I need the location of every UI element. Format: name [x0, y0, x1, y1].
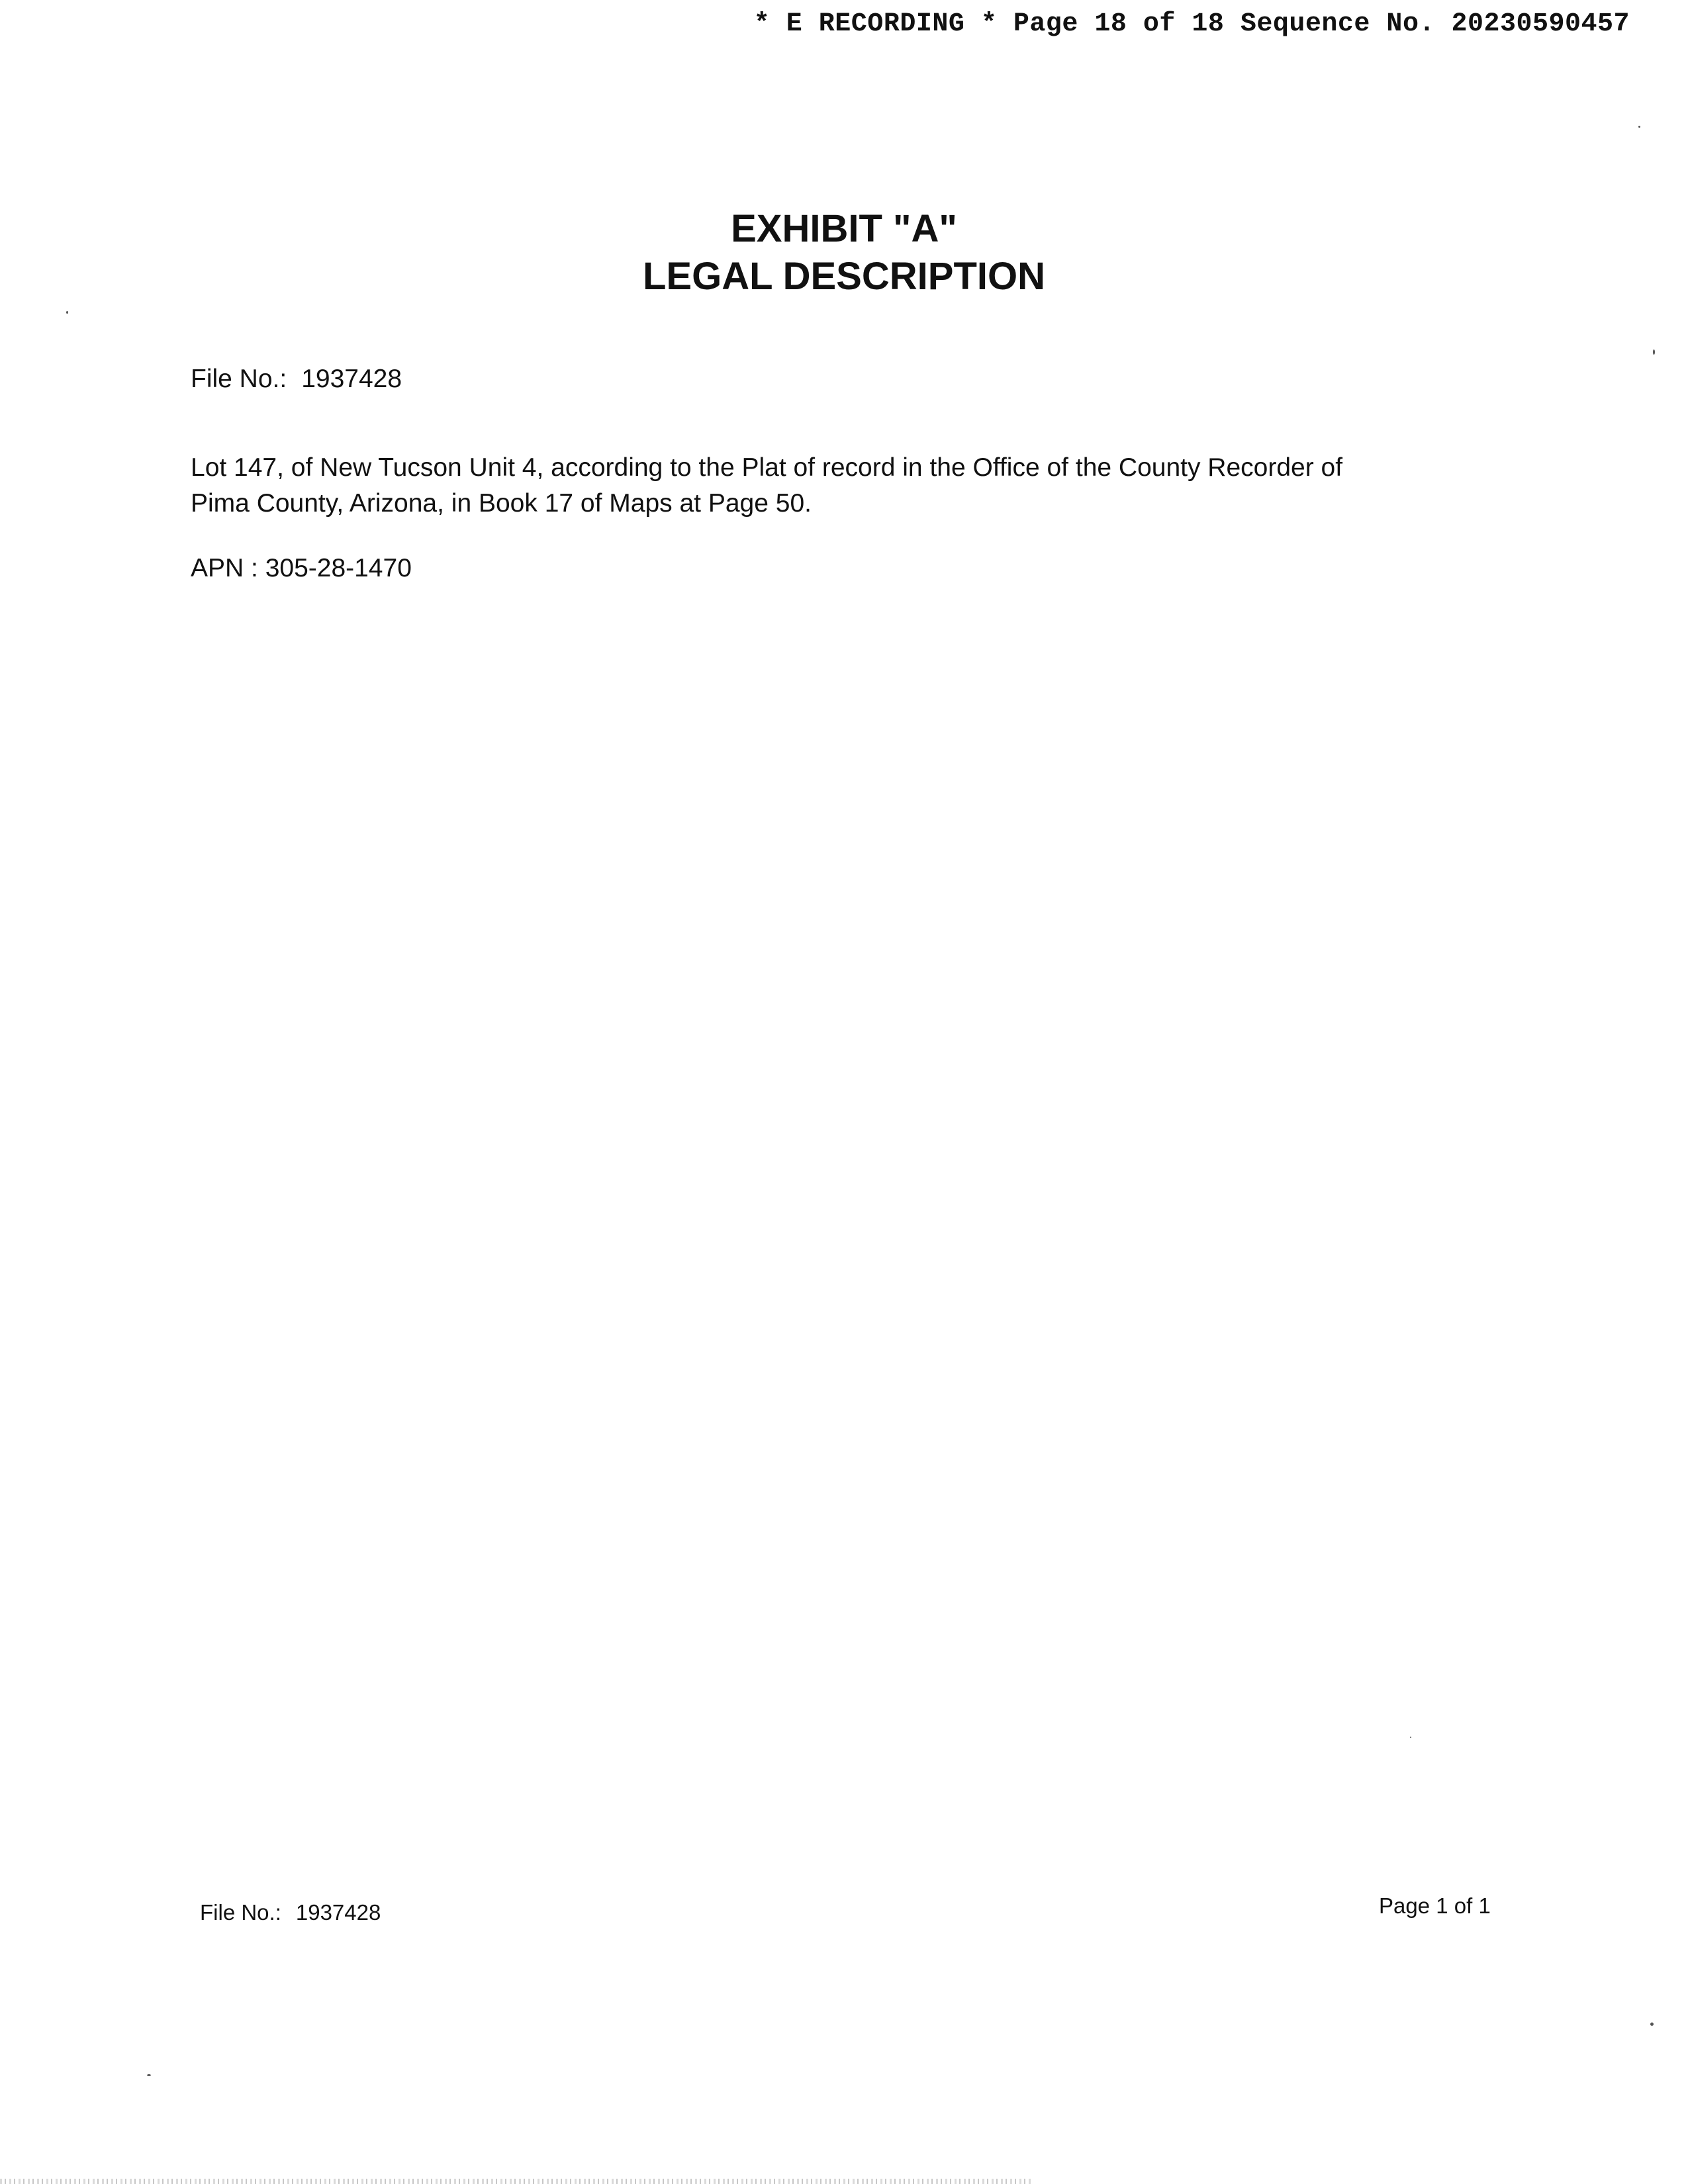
apn-number: APN : 305-28-1470	[191, 554, 412, 582]
footer-file-number	[200, 1898, 381, 1927]
scan-edge-artifact	[0, 2179, 1033, 2184]
scan-speck	[147, 2074, 151, 2076]
exhibit-title-line: EXHIBIT "A"	[731, 207, 957, 250]
exhibit-subtitle-line: LEGAL DESCRIPTION	[643, 255, 1045, 298]
scan-speck	[1653, 349, 1655, 355]
page-indicator: Page 1 of 1	[1379, 1893, 1491, 1918]
scan-speck	[1410, 1737, 1411, 1738]
footer-file-number-value: 1937428	[295, 1900, 381, 1925]
scan-speck	[1638, 126, 1640, 128]
file-number	[191, 361, 402, 397]
scan-speck	[1650, 2023, 1654, 2026]
legal-description-line: Lot 147, of New Tucson Unit 4, according to the Plat of record in the Office of the County Recorder of	[191, 453, 1343, 482]
exhibit-title	[0, 205, 1688, 300]
recording-header: * E RECORDING * Page 18 of 18 Sequence No. 20230590457	[753, 9, 1630, 39]
file-number-label: File No.:	[191, 365, 287, 393]
file-number-value: 1937428	[301, 365, 402, 393]
scan-speck	[66, 311, 68, 314]
legal-description-line: Pima County, Arizona, in Book 17 of Maps at Page 50.	[191, 489, 812, 518]
legal-description	[191, 450, 1515, 522]
footer-file-number-label: File No.:	[200, 1900, 281, 1925]
